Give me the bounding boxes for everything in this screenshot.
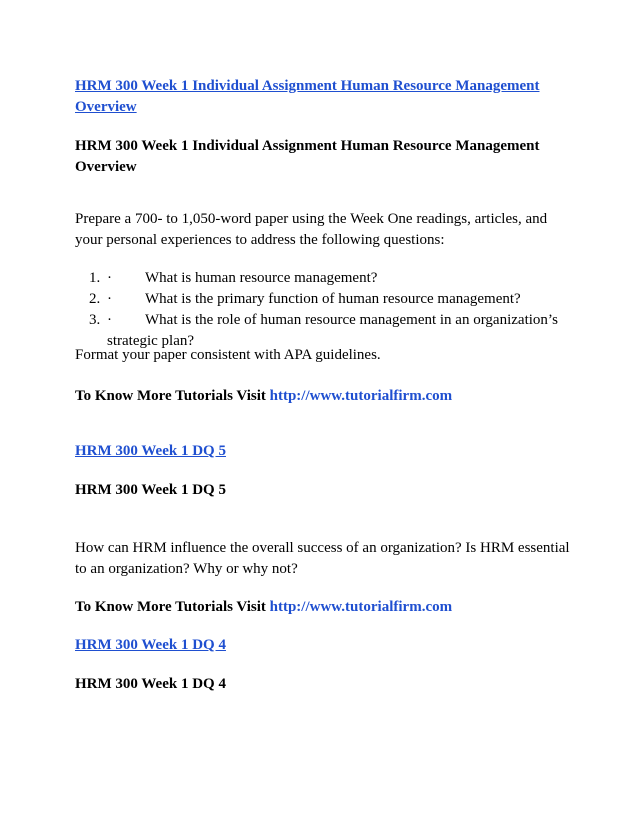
dq5-body: How can HRM influence the overall success of an organization? Is HRM essential to an organization? Why or why not? [75, 540, 570, 577]
cta-text: To Know More Tutorials Visit [75, 599, 270, 615]
bullet-icon: · [107, 270, 112, 286]
list-number: 2. [89, 291, 101, 307]
list-item [75, 268, 575, 289]
bullet-icon: · [107, 312, 112, 328]
cta-line [75, 386, 575, 407]
question-text: What is human resource management? [145, 270, 378, 286]
dq5-heading: HRM 300 Week 1 DQ 5 [75, 482, 226, 498]
list-number: 1. [89, 270, 101, 286]
cta-line [75, 597, 575, 618]
tutorial-url-link[interactable]: http://www.tutorialfirm.com [269, 599, 453, 615]
assignment-intro: Prepare a 700- to 1,050-word paper using the Week One readings, articles, and your personal experiences to address the following questions: [75, 211, 548, 248]
list-item [75, 289, 575, 310]
question-text: What is the role of human resource management in an organization’s strategic plan? [107, 312, 558, 349]
list-number: 3. [89, 312, 101, 328]
tutorial-url-link[interactable]: http://www.tutorialfirm.com [269, 388, 453, 404]
dq4-heading: HRM 300 Week 1 DQ 4 [75, 676, 226, 692]
format-note: Format your paper consistent with APA guidelines. [75, 347, 381, 363]
bullet-icon: · [107, 291, 112, 307]
dq5-title-link[interactable]: HRM 300 Week 1 DQ 5 [75, 443, 226, 459]
cta-text: To Know More Tutorials Visit [75, 388, 270, 404]
question-text: What is the primary function of human resource management? [145, 291, 521, 307]
assignment-heading: HRM 300 Week 1 Individual Assignment Human Resource Management Overview [75, 138, 540, 175]
dq4-title-link[interactable]: HRM 300 Week 1 DQ 4 [75, 637, 226, 653]
assignment-title-link[interactable]: HRM 300 Week 1 Individual Assignment Human Resource Management Overview [75, 78, 540, 115]
question-list [75, 268, 575, 352]
